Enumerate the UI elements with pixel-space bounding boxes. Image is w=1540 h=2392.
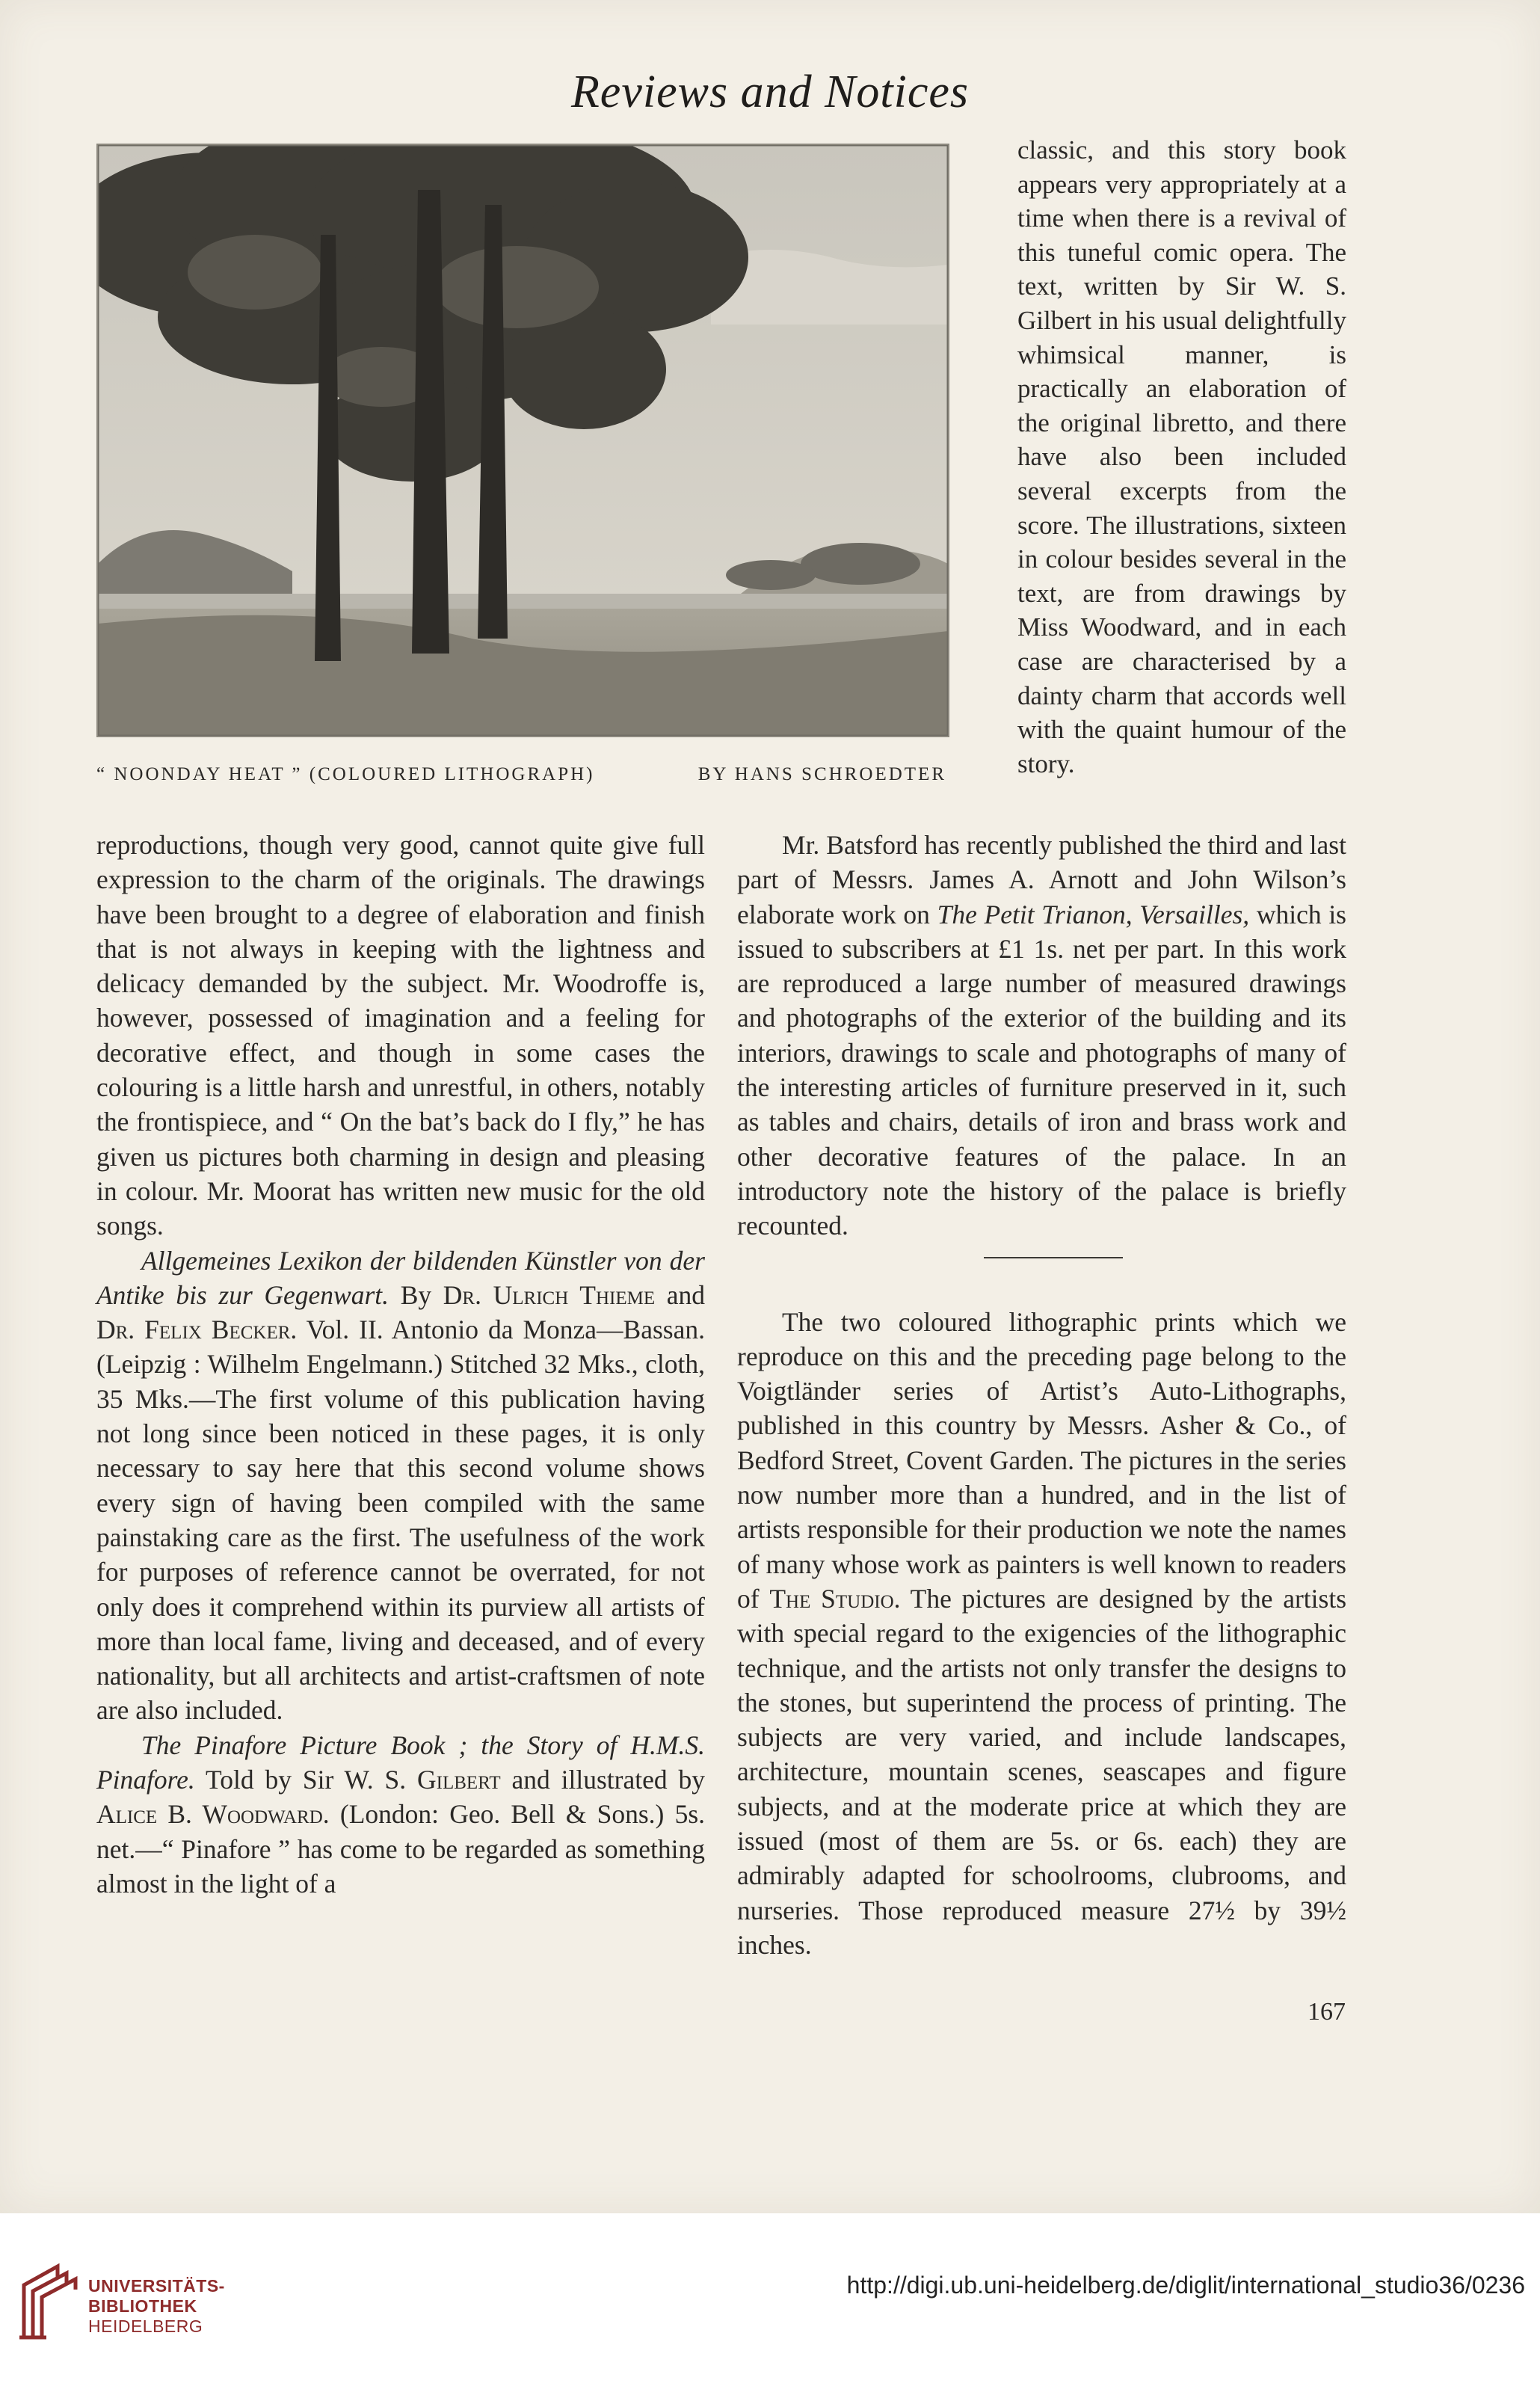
running-head: Reviews and Notices [570, 67, 970, 117]
lexikon-author-2: Dr. Felix Becker. [96, 1315, 298, 1345]
library-logo-icon [16, 2263, 84, 2345]
landscape-illustration [98, 145, 948, 736]
source-url-link[interactable]: http://digi.ub.uni-heidelberg.de/diglit/international_studio36/0236 [846, 2272, 1525, 2299]
pinafore-review-start: The Pinafore Picture Book ; the Story of H.M.S. Pinafore. Told by Sir W. S. Gilbert and illustrated by Alice B. Woodward. (London: Geo. Bell & Sons.) 5s. net.—“ Pinafore ” has come to be regarded as something almost in the light of a [96, 1730, 706, 1898]
pinafore-review-continuation: classic, and this story book appears very appropriately at a time when there is a revival of this tuneful comic opera. The text, written by Sir W. S. Gilbert in his usual delightfully whimsical manner, is practically an elaboration of the original libretto, and there have also been included several excerpts from the score. The illustrations, sixteen in colour besides several in the text, are from drawings by Miss Woodward, and in each case are characterised by a dainty charm that accords well with the quaint humour of the story. [1017, 135, 1346, 778]
lexikon-author-1: Dr. Ulrich Thieme [443, 1279, 656, 1310]
pinafore-title: The Pinafore Picture Book ; the Story of H.M.S. Pinafore. [96, 1730, 705, 1795]
section-rule [984, 1257, 1123, 1258]
right-column [737, 828, 1346, 1962]
library-name: UNIVERSITÄTS- BIBLIOTHEK HEIDELBERG [88, 2276, 225, 2336]
lithograph-notice: The two coloured lithographic prints which we reproduce on this and the preceding page belong to the Voigtländer series of Artist’s Auto-Lithographs, published in this country by Messrs. Asher & Co., of Bedford Street, Covent Garden. The pictures in the series now number more than a hundred, and in the list of artists responsible for their production we note the names of many whose work as painters is well known to readers of The Studio. The pictures are designed by the artists with special regard to the exigencies of the lithographic technique, and the artists not only transfer the designs to the stones, but superintend the process of printing. The subjects are very varied, and include landscapes, architecture, mountain scenes, seascapes and figure subjects, and at the moderate price at which they are issued (most of them are 5s. or 6s. each) they are admirably adapted for schoolrooms, clubrooms, and nurseries. Those reproduced measure 27½ by 39½ inches. [737, 1306, 1347, 1960]
the-studio-name: The Studio. [769, 1583, 901, 1614]
trianon-notice: Mr. Batsford has recently published the third and last part of Messrs. James A. Arnott and John Wilson’s elaborate work on The Petit Trianon, Versailles, which is issued to subscribers at £1 1s. net per part. In this work are reproduced a large number of measured drawings and photographs of the exterior of the building and its interiors, drawings to scale and photographs of many of the interesting articles of furniture preserved in it, such as tables and chairs, details of iron and brass work and other decorative features of the palace. In an introductory note the history of the palace is briefly recounted. [737, 830, 1346, 1241]
lexikon-review: Allgemeines Lexikon der bildenden Künstler von der Antike bis zur Gegenwart. By Dr. Ulrich Thieme and Dr. Felix Becker. Vol. II. Antonio da Monza—Bassan. (Leipzig : Wilhelm Engelmann.) Stitched 32 Mks., cloth, 35 Mks.—The first volume of this publication having not long since been noticed in these pages, it is only necessary to say here that this second volume shows every sign of having been compiled with the same painstaking care as the first. The usefulness of the work for purposes of reference cannot be overrated, for not only does it comprehend within its purview all artists of more than local fame, living and deceased, and of every nationality, but all architects and artist-craftsmen of note are also included. [96, 1245, 706, 1726]
upper-right-column [1017, 133, 1346, 781]
lithograph-plate [96, 144, 949, 737]
page-number: 167 [1308, 1998, 1346, 2026]
woodroffe-review-end: reproductions, though very good, cannot quite give full expression to the charm of the originals. The drawings have been brought to a degree of elaboration and finish that is not always in keeping with the lightness and delicacy demanded by the subject. Mr. Woodroffe is, however, possessed of imagination and a feeling for decorative effect, and though in some cases the colouring is a little harsh and unrestful, in others, notably the frontispiece, and “ On the bat’s back do I fly,” he has given us pictures both charming in design and pleasing in colour. Mr. Moorat has written new music for the old songs. [96, 830, 705, 1241]
plate-caption [96, 764, 946, 785]
left-column [96, 828, 705, 1901]
caption-artist: BY HANS SCHROEDTER [697, 764, 946, 784]
footer-bar [0, 2213, 1540, 2392]
lexikon-title: Allgemeines Lexikon der bildenden Künstler von der Antike bis zur Gegenwart. [96, 1245, 705, 1310]
caption-title: “ NOONDAY HEAT ” (COLOURED LITHOGRAPH) [96, 764, 595, 784]
trianon-title: The Petit Trianon, Versailles, [937, 899, 1250, 929]
